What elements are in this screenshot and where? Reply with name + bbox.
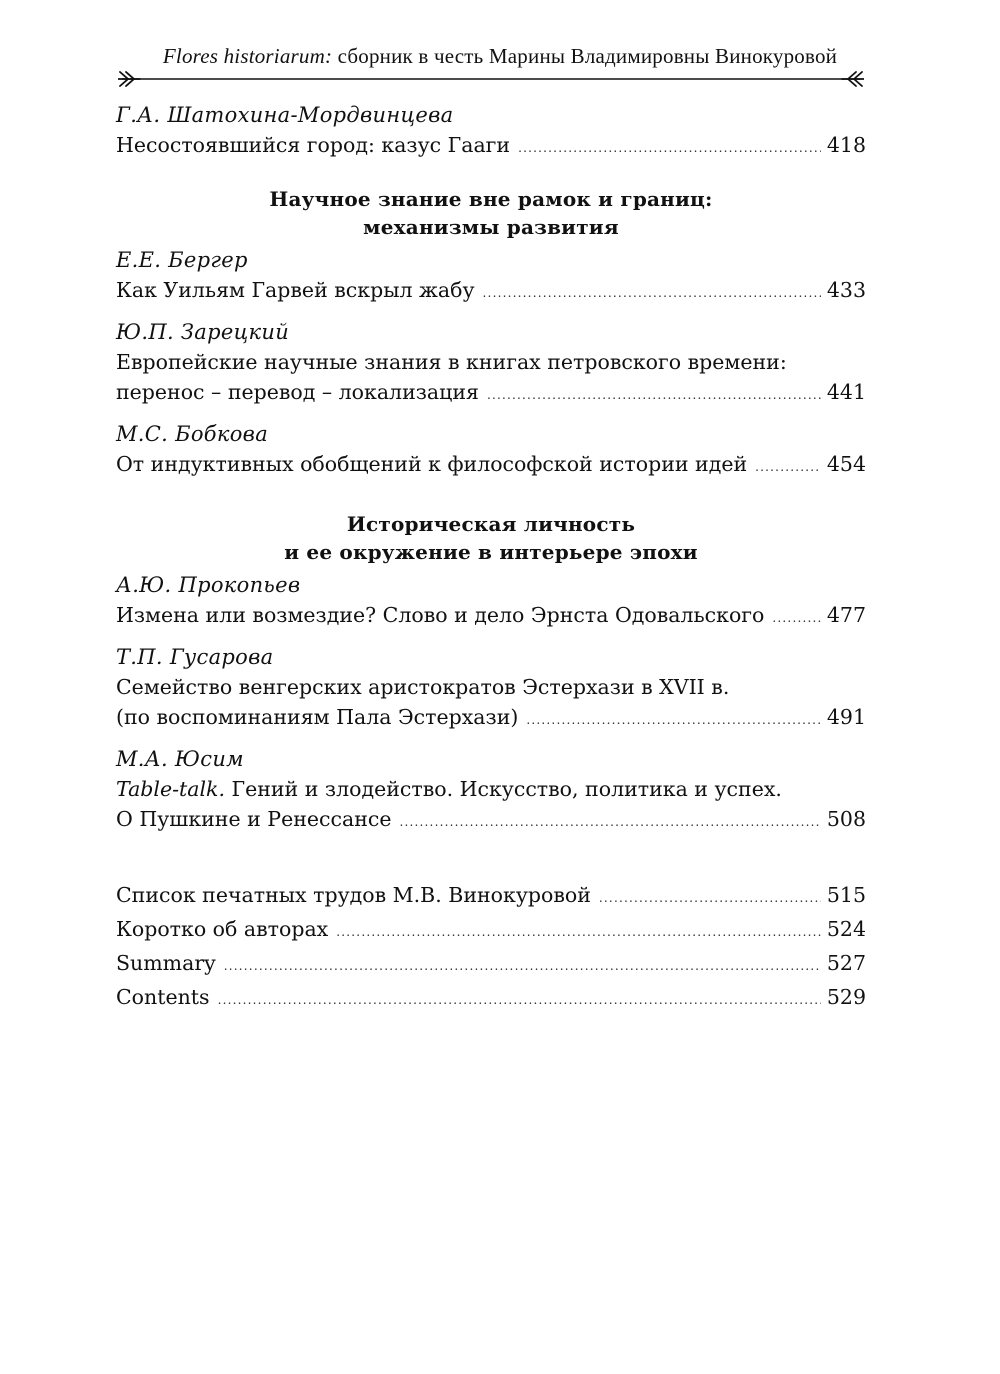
section-heading (116, 510, 866, 566)
entry-page-number: 508 (826, 807, 866, 831)
dot-leader (224, 951, 821, 981)
entry-title-line (116, 672, 866, 702)
dot-leader (399, 807, 820, 837)
entry-page-number: 433 (826, 278, 866, 302)
entry-page-number: 454 (826, 452, 866, 476)
dot-leader (218, 985, 821, 1015)
toc-entry (116, 317, 866, 410)
entry-title (116, 774, 782, 804)
toc-entry (116, 744, 866, 837)
section-heading (116, 185, 866, 241)
toc-entry (116, 419, 866, 482)
section-heading-line: Историческая личность (346, 512, 636, 536)
entry-title-line (116, 347, 866, 377)
entry-page-number: 477 (826, 603, 866, 627)
entry-title-italic-part: Table-talk. (116, 777, 225, 801)
left-arrow-ornament-icon (118, 72, 140, 86)
section-heading-line: механизмы развития (363, 215, 619, 239)
dot-leader (526, 705, 821, 735)
dot-leader (518, 133, 821, 163)
backmatter-label: Summary (116, 951, 216, 975)
toc-entry (116, 245, 866, 308)
dot-leader (483, 278, 821, 308)
entry-page-number: 418 (826, 133, 866, 157)
dot-leader (336, 917, 821, 947)
backmatter-item (116, 981, 866, 1015)
dot-leader (599, 883, 821, 913)
entry-author: А.Ю. Прокопьев (116, 573, 301, 597)
backmatter-item (116, 913, 866, 947)
toc-entry (116, 570, 866, 633)
backmatter-page-number: 515 (826, 883, 866, 907)
entry-title-rest: Гений и злодейство. Искусство, политика и успех. (225, 777, 782, 801)
header-rule-ornament (118, 66, 864, 92)
backmatter-label: Список печатных трудов М.В. Винокуровой (116, 883, 591, 907)
backmatter-list (116, 879, 866, 1015)
entry-title: Как Уильям Гарвей вскрыл жабу (116, 278, 475, 302)
running-header-title-italic: Flores historiarum: (162, 44, 333, 68)
toc-entry (116, 642, 866, 735)
right-arrow-ornament-icon (842, 72, 864, 86)
backmatter-page-number: 527 (826, 951, 866, 975)
dot-leader (487, 380, 821, 410)
backmatter-item (116, 879, 866, 913)
entry-author: Ю.П. Зарецкий (116, 320, 290, 344)
backmatter-page-number: 524 (826, 917, 866, 941)
dot-leader (772, 603, 820, 633)
entry-title-continued: О Пушкине и Ренессансе (116, 807, 392, 831)
backmatter-page-number: 529 (826, 985, 866, 1009)
entry-page-number: 491 (826, 705, 866, 729)
running-header-title-rest: сборник в честь Марины Владимировны Винокуровой (332, 44, 838, 68)
entry-title-line (116, 774, 866, 804)
entry-title-continued: перенос – перевод – локализация (116, 380, 479, 404)
table-of-contents (116, 100, 866, 1015)
entry-author: Т.П. Гусарова (116, 645, 274, 669)
entry-title-line (116, 804, 866, 837)
entry-page-number: 441 (826, 380, 866, 404)
entry-title-line (116, 600, 866, 633)
backmatter-item (116, 947, 866, 981)
entry-title-line (116, 130, 866, 163)
entry-title-line (116, 702, 866, 735)
entry-title: От индуктивных обобщений к философской истории идей (116, 452, 748, 476)
backmatter-label: Коротко об авторах (116, 917, 329, 941)
toc-entry (116, 100, 866, 163)
entry-title-line (116, 449, 866, 482)
entry-author: Е.Е. Бергер (116, 248, 248, 272)
entry-title: Измена или возмездие? Слово и дело Эрнста Одовальского (116, 603, 765, 627)
section-heading-line: Научное знание вне рамок и границ: (269, 187, 713, 211)
entry-author: М.С. Бобкова (116, 422, 269, 446)
entry-author: М.А. Юсим (116, 747, 244, 771)
entry-title-line (116, 377, 866, 410)
entry-author: Г.А. Шатохина-Мордвинцева (116, 103, 454, 127)
backmatter-label: Contents (116, 985, 210, 1009)
section-heading-line: и ее окружение в интерьере эпохи (284, 540, 698, 564)
entry-title: Семейство венгерских аристократов Эстерхази в XVII в. (116, 675, 730, 699)
dot-leader (755, 452, 821, 482)
entry-title-continued: (по воспоминаниям Пала Эстерхази) (116, 705, 519, 729)
entry-title-line (116, 275, 866, 308)
entry-title: Европейские научные знания в книгах петровского времени: (116, 350, 787, 374)
entry-title: Несостоявшийся город: казус Гааги (116, 133, 511, 157)
